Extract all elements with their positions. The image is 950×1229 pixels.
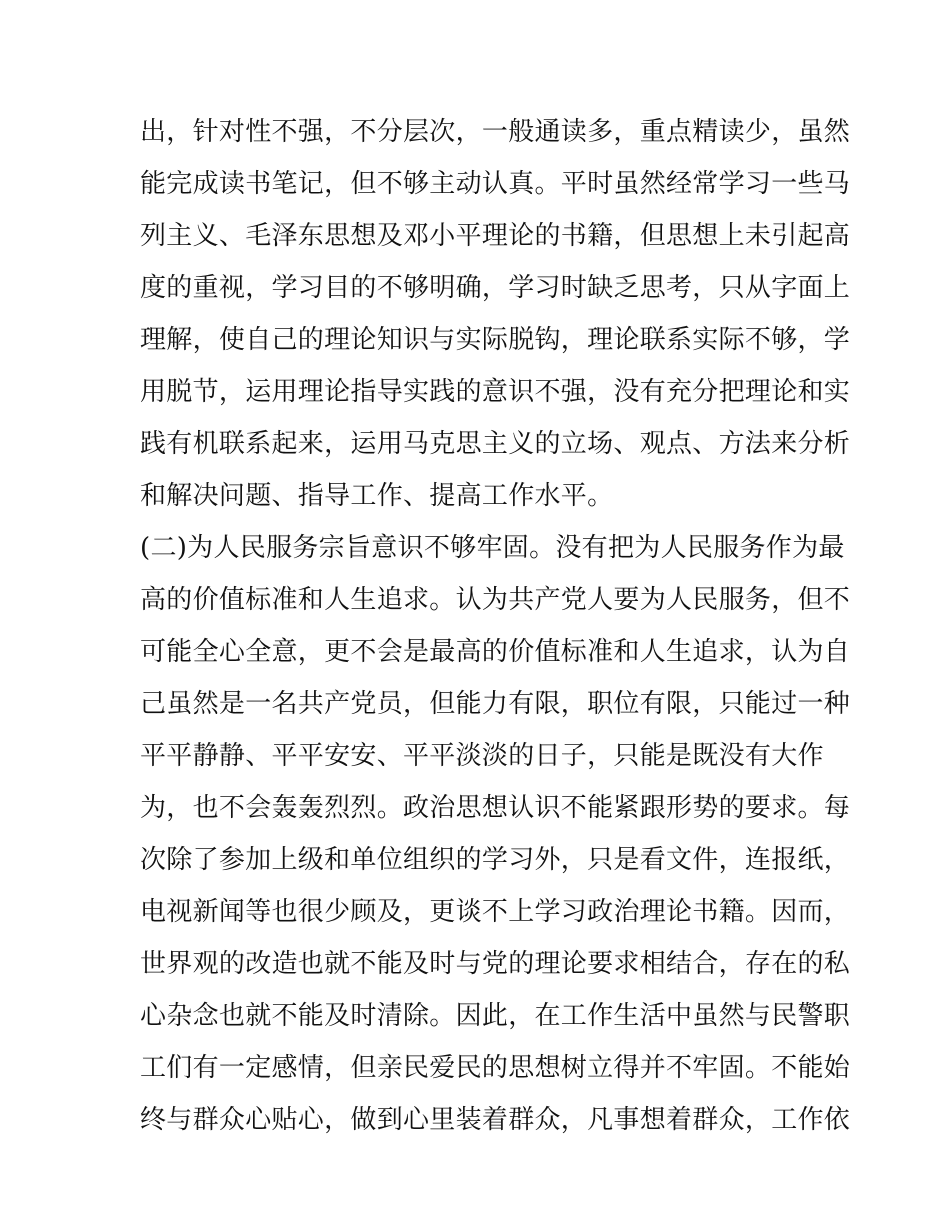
text-line: 高的价值标准和人生追求。认为共产党人要为人民服务，但不 <box>140 585 851 615</box>
text-line: 理解，使自己的理论知识与实际脱钩，理论联系实际不够，学 <box>140 325 851 355</box>
section-heading-line: (二)为人民服务宗旨意识不够牢固。没有把为人民服务作为最 <box>140 533 845 563</box>
text-line: 为，也不会轰轰烈烈。政治思想认识不能紧跟形势的要求。每 <box>140 793 851 823</box>
text-line: 终与群众心贴心，做到心里装着群众，凡事想着群众，工作依 <box>140 1105 851 1135</box>
text-line: 出，针对性不强，不分层次，一般通读多，重点精读少，虽然 <box>140 117 851 147</box>
text-line: 工们有一定感情，但亲民爱民的思想树立得并不牢固。不能始 <box>140 1053 851 1083</box>
text-line: 电视新闻等也很少顾及，更谈不上学习政治理论书籍。因而， <box>140 897 851 927</box>
text-line: 列主义、毛泽东思想及邓小平理论的书籍，但思想上未引起高 <box>140 221 851 251</box>
text-line: 能完成读书笔记，但不够主动认真。平时虽然经常学习一些马 <box>140 169 851 199</box>
text-line: 世界观的改造也就不能及时与党的理论要求相结合，存在的私 <box>140 949 851 979</box>
text-line: 度的重视，学习目的不够明确，学习时缺乏思考，只从字面上 <box>140 273 851 303</box>
text-line: 可能全心全意，更不会是最高的价值标准和人生追求，认为自 <box>140 637 851 667</box>
text-line: 次除了参加上级和单位组织的学习外，只是看文件，连报纸， <box>140 845 851 875</box>
text-line: 己虽然是一名共产党员，但能力有限，职位有限，只能过一种 <box>140 689 851 719</box>
text-line: 平平静静、平平安安、平平淡淡的日子，只能是既没有大作 <box>140 741 824 771</box>
text-line: 用脱节，运用理论指导实践的意识不强，没有充分把理论和实 <box>140 377 851 407</box>
body-text <box>140 106 851 1146</box>
text-line: 心杂念也就不能及时清除。因此，在工作生活中虽然与民警职 <box>140 1001 851 1031</box>
text-line: 践有机联系起来，运用马克思主义的立场、观点、方法来分析 <box>140 429 851 459</box>
text-line: 和解决问题、指导工作、提高工作水平。 <box>140 481 614 511</box>
